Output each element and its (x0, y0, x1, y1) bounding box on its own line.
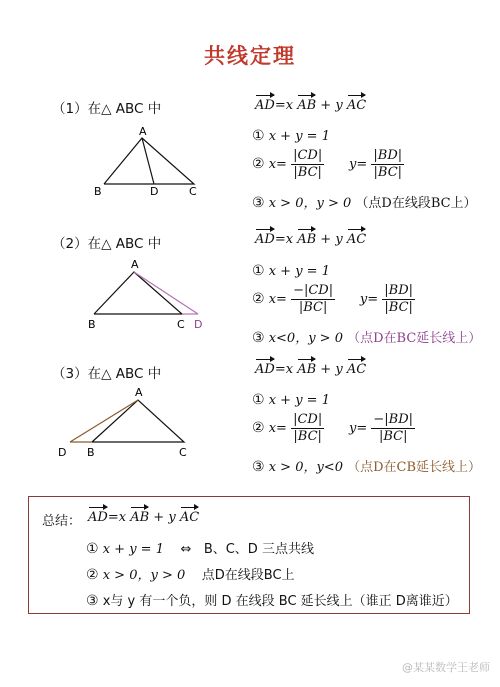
vertex-a-label: A (139, 125, 147, 138)
vertex-b-label: B (87, 446, 95, 459)
summary-vector-equation: AD=x AB + y AC (88, 510, 200, 525)
point-d-label: D (194, 318, 203, 331)
case3-label: （3）在△ ABC 中 (52, 366, 162, 382)
segment-ad (70, 400, 138, 442)
case2-label: （2）在△ ABC 中 (52, 236, 162, 252)
vertex-b-label: B (94, 185, 102, 198)
case1-item2: ② x= $\frac{|CD|}{|BC|}$ y= $\frac{|BD|}{|BC|}$ (252, 148, 403, 180)
case2-triangle-figure (82, 256, 212, 334)
case3-item3: ③ x > 0，y<0 （点D在CB延长线上） (252, 459, 482, 475)
case1-item3: ③ x > 0，y > 0 （点D在线段BC上） (252, 195, 477, 211)
case2-item1: ① x + y = 1 (252, 263, 330, 279)
segment-ad (134, 272, 198, 314)
summary-item2: ② x > 0，y > 0 点D在线段BC上 (86, 567, 295, 583)
case1-label: （1）在△ ABC 中 (52, 101, 162, 117)
case3-vector-equation: AD=x AB + y AC (255, 362, 367, 377)
case2-item2: ② x= $\frac{-|CD|}{|BC|}$ y= $\frac{|BD|}{|BC|}$ (252, 283, 414, 315)
vertex-c-label: C (177, 318, 185, 331)
case1-item1: ① x + y = 1 (252, 128, 330, 144)
point-d-label: D (58, 446, 67, 459)
segment-ad (142, 138, 154, 184)
summary-item1: ① x + y = 1 ⇔ B、C、D 三点共线 (86, 541, 314, 557)
vertex-a-label: A (135, 386, 143, 399)
case3-item1: ① x + y = 1 (252, 392, 330, 408)
case1-vector-equation: AD=x AB + y AC (255, 98, 367, 113)
vertex-a-label: A (131, 258, 139, 271)
case1-triangle-figure (90, 122, 210, 198)
triangle-abc (104, 138, 194, 184)
page-title: 共线定理 (204, 44, 296, 68)
case3-item2: ② x= $\frac{|CD|}{|BC|}$ y= $\frac{-|BD|}{|BC|}$ (252, 412, 414, 444)
vertex-c-label: C (179, 446, 187, 459)
summary-item3: ③ x与 y 有一个负，则 D 在线段 BC 延长线上（谁正 D离谁近） (86, 593, 458, 609)
case2-vector-equation: AD=x AB + y AC (255, 232, 367, 247)
vertex-b-label: B (88, 318, 96, 331)
vertex-c-label: C (189, 185, 197, 198)
case2-item3: ③ x<0，y > 0 （点D在BC延长线上） (252, 330, 482, 346)
triangle-abc (94, 272, 182, 314)
summary-label: 总结： (42, 514, 82, 529)
case3-triangle-figure (56, 384, 206, 466)
watermark: @某某数学王老师 (402, 661, 490, 674)
triangle-abc (92, 400, 184, 442)
point-d-label: D (150, 185, 159, 198)
